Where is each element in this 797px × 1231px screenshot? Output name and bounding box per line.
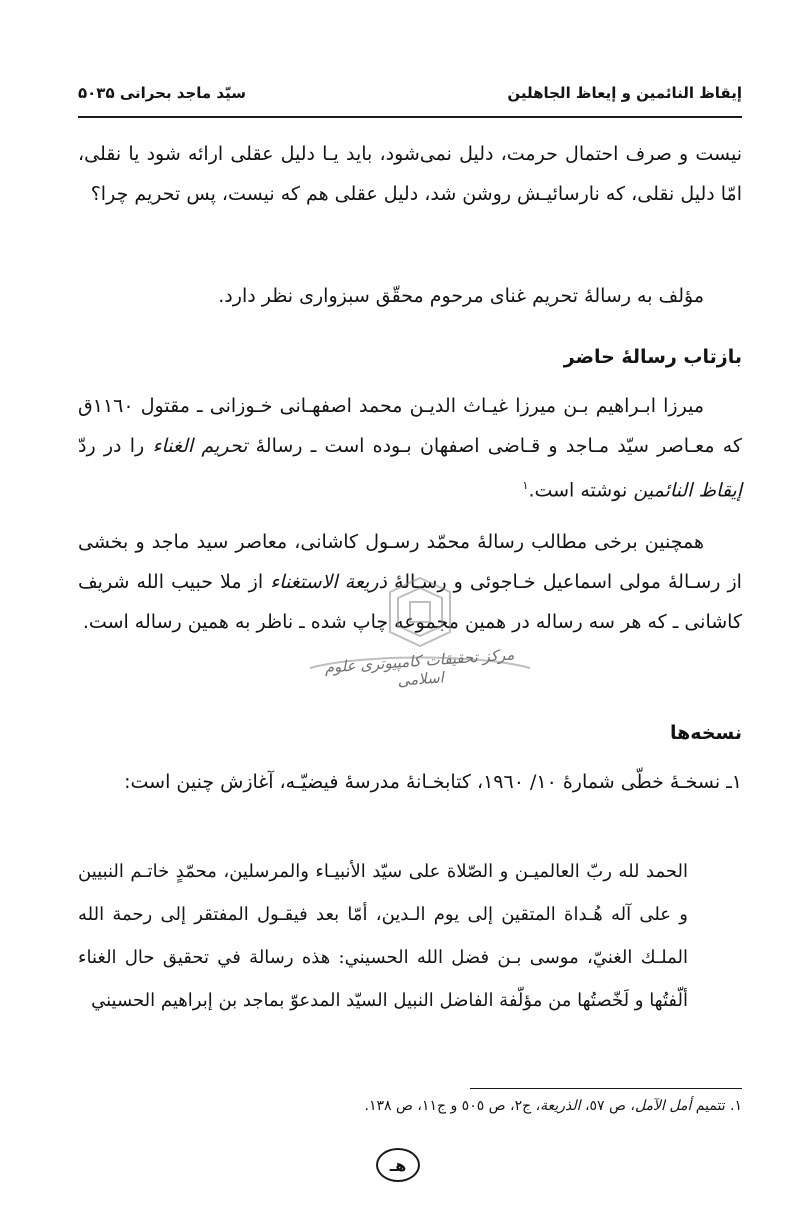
p3-text-a: ميرزا ابـراهيم بـن ميرزا غيـاث الديـن محمد اصفهـانى خـوزانى ـ مقتول ١١٦٠ق كه معـاصر سيّد مـاجد و قـاضى اصفهان بـوده است ـ رسالهٔ [78, 395, 742, 457]
footnote-marker: ١ [522, 479, 529, 492]
paragraph-3 [78, 386, 742, 510]
p3-title-italic: تحريم الغناء [152, 435, 248, 457]
section-heading-manuscripts: نسخه‌ها [670, 722, 742, 744]
footnote-text-c: ، ج٢، ص ٥٠٥ و ج١١، ص ١٣٨. [364, 1098, 541, 1114]
footnote-italic-1: أمل الآمل [634, 1098, 692, 1114]
author-page-number: سيّد ماجد بحرانى ۵۰۳۵ [78, 84, 246, 102]
p3-text-b: را در ردّ [78, 435, 153, 457]
running-header [78, 80, 742, 114]
footnote-italic-2: الذريعة [540, 1098, 581, 1114]
section-heading-reception: بازتاب رسالهٔ حاضر [563, 346, 742, 368]
arabic-quotation: الحمد لله ربّ العالميـن و الصّلاة على سيّد الأنبيـاء والمرسلين، محمّدٍ خاتـم النبيين و على آله هُـداة المتقين إلى يوم الـدين، أمّا بعد فيقـول المفتقر إلى رحمة الله الملـك الغنيّ، موسى بـن فضل الله الحسيني: هذه رسالة في تحقيق حال الغناء ألّفتُها و لَخّصتُها من مؤلّفة الفاضل النبيل السيّد المدعوّ بماجد بن إبراهيم الحسيني [78, 861, 688, 1011]
p3-title-italic-2: إيقاظ النائمين [633, 479, 742, 502]
footnote-text-a: ١. تتميم [691, 1098, 742, 1114]
paragraph-1: نيست و صرف احتمال حرمت، دليل نمى‌شود، بايد يـا دليل عقلى ارائه شود يا نقلى، امّا دليل نقلى، كه نارسائيـش روشن شد، دليل عقلى هم كه نيست، پس تحريم چرا؟ [78, 143, 742, 205]
p3-text-c: نوشته است. [528, 479, 634, 502]
page-number-badge: هـ [376, 1148, 420, 1182]
p4-text-a: همچنين برخى مطالب رسالهٔ محمّد رسـول كاشانى، معاصر سيد ماجد و بخشى از رسـالهٔ مولى اسماعيل خـاجوئى و رسـالهٔ [78, 531, 742, 593]
watermark-caption: مرکز تحقیقات کامپیوتری علوم اسلامی [323, 645, 515, 690]
paragraph-2: مؤلف به رسالهٔ تحريم غناى مرحوم محقّق سبزوارى نظر دارد. [218, 285, 704, 307]
p4-title-italic: ذريعة الاستغناء [270, 571, 387, 593]
paragraph-5: ١ـ نسخـهٔ خطّى شمارهٔ ١٠/ ١٩٦٠، كتابخـانهٔ مدرسهٔ فيضيّـه، آغازش چنين است: [124, 771, 742, 793]
p4-text-b: از ملا حبيب الله شريف كاشانى ـ كه هر سه رساله در همين مجموعه چاپ شده ـ ناظر به همين رساله است. [78, 571, 742, 633]
footnote [78, 1098, 742, 1114]
header-divider [78, 116, 742, 118]
footnote-text-b: ، ص ٥٧، [580, 1098, 635, 1114]
footnote-divider [470, 1088, 742, 1089]
paragraph-4 [78, 522, 742, 642]
book-title: إيقاظ النائمين و إيعاظ الجاهلين [507, 84, 742, 102]
